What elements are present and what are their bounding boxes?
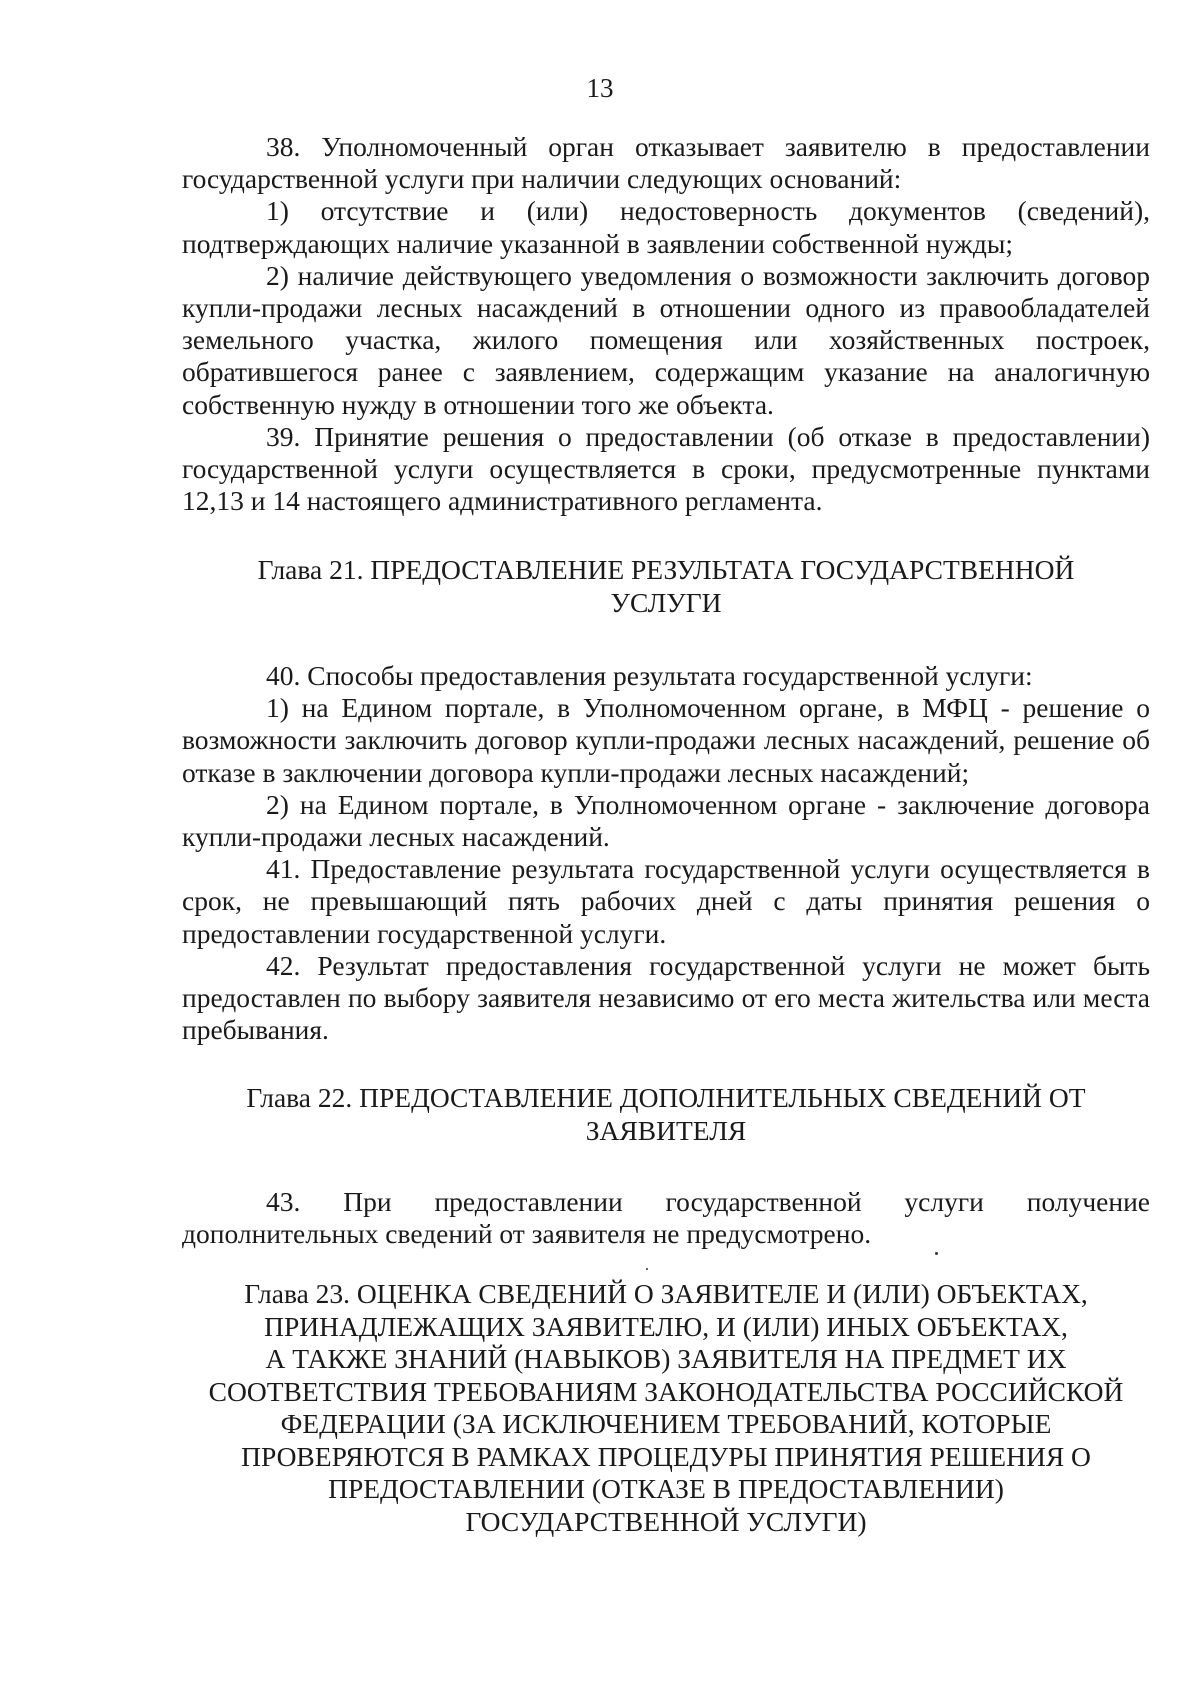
heading-line: ЗАЯВИТЕЛЯ [585,1114,747,1146]
scan-speck [935,1252,938,1255]
heading-line: ФЕДЕРАЦИИ (ЗА ИСКЛЮЧЕНИЕМ ТРЕБОВАНИЙ, КОТОРЫЕ [280,1408,1052,1439]
chapter-23-heading [182,1278,1150,1538]
heading-line: Глава 21. ПРЕДОСТАВЛЕНИЕ РЕЗУЛЬТАТА ГОСУДАРСТВЕННОЙ [257,554,1075,585]
chapter-22-heading [182,1082,1150,1147]
heading-line: СООТВЕТСТВИЯ ТРЕБОВАНИЯМ ЗАКОНОДАТЕЛЬСТВА РОССИЙСКОЙ [208,1375,1124,1407]
chapter-21-heading [182,554,1150,619]
heading-line: ПРЕДОСТАВЛЕНИИ (ОТКАЗЕ В ПРЕДОСТАВЛЕНИИ) [328,1473,1004,1504]
paragraph-40: 40. Способы предоставления результата государственной услуги: [266,660,1033,691]
paragraphs-38-39 [182,131,1150,517]
paragraph-43: 43. При предоставлении государственной услуги получение дополнительных сведений от заявителя не предусмотрено. [182,1186,1150,1250]
page-number: 13 [586,73,614,103]
paragraph-39: 39. Принятие решения о предоставлении (об отказе в предоставлении) государственной услуги осуществляется в сроки, предусмотренные пунктами 12,13 и 14 настоящего административного регламента. [182,420,1150,517]
paragraph-38-item-2: 2) наличие действующего уведомления о возможности заключить договор купли-продажи лесных насаждений в отношении одного из правообладателей земельного участка, жилого помещения или хозяйственных построек, обратившегося ранее с заявлением, содержащим указание на аналогичную собственную нужду в отношении того же объекта. [182,259,1150,420]
heading-line: Глава 22. ПРЕДОСТАВЛЕНИЕ ДОПОЛНИТЕЛЬНЫХ СВЕДЕНИЙ ОТ [246,1082,1086,1113]
heading-line: ГОСУДАРСТВЕННОЙ УСЛУГИ) [465,1505,867,1537]
paragraph-40-item-2: 2) на Едином портале, в Уполномоченном органе - заключение договора купли-продажи лесных насаждений. [182,788,1150,853]
paragraph-42: 42. Результат предоставления государственной услуги не может быть предоставлен по выбору заявителя независимо от его места жительства или места пребывания. [182,949,1150,1046]
paragraph-38-item-1: 1) отсутствие и (или) недостоверность документов (сведений), подтверждающих наличие указанной в заявлении собственной нужды; [182,195,1150,259]
heading-line: ПРОВЕРЯЮТСЯ В РАМКАХ ПРОЦЕДУРЫ ПРИНЯТИЯ РЕШЕНИЯ О [241,1440,1091,1472]
paragraph-43-block [182,1186,1150,1250]
heading-line: А ТАКЖЕ ЗНАНИЙ (НАВЫКОВ) ЗАЯВИТЕЛЯ НА ПРЕДМЕТ ИХ [265,1343,1067,1374]
paragraph-41: 41. Предоставление результата государственной услуги осуществляется в срок, не превышающий пять рабочих дней с даты принятия решения о предоставлении государственной услуги. [182,853,1150,949]
heading-line: УСЛУГИ [610,586,722,618]
scan-speck [646,1268,648,1270]
paragraph-38: 38. Уполномоченный орган отказывает заявителю в предоставлении государственной услуги при наличии следующих оснований: [182,131,1150,195]
heading-line: Глава 23. ОЦЕНКА СВЕДЕНИЙ О ЗАЯВИТЕЛЕ И (ИЛИ) ОБЪЕКТАХ, [244,1278,1088,1309]
heading-line: ПРИНАДЛЕЖАЩИХ ЗАЯВИТЕЛЮ, И (ИЛИ) ИНЫХ ОБЪЕКТАХ, [264,1310,1068,1342]
paragraphs-40-42 [182,660,1150,1046]
paragraph-40-item-1: 1) на Едином портале, в Уполномоченном органе, в МФЦ - решение о возможности заключить договор купли-продажи лесных насаждений, решение об отказе в заключении договора купли-продажи лесных насаждений; [182,692,1150,788]
